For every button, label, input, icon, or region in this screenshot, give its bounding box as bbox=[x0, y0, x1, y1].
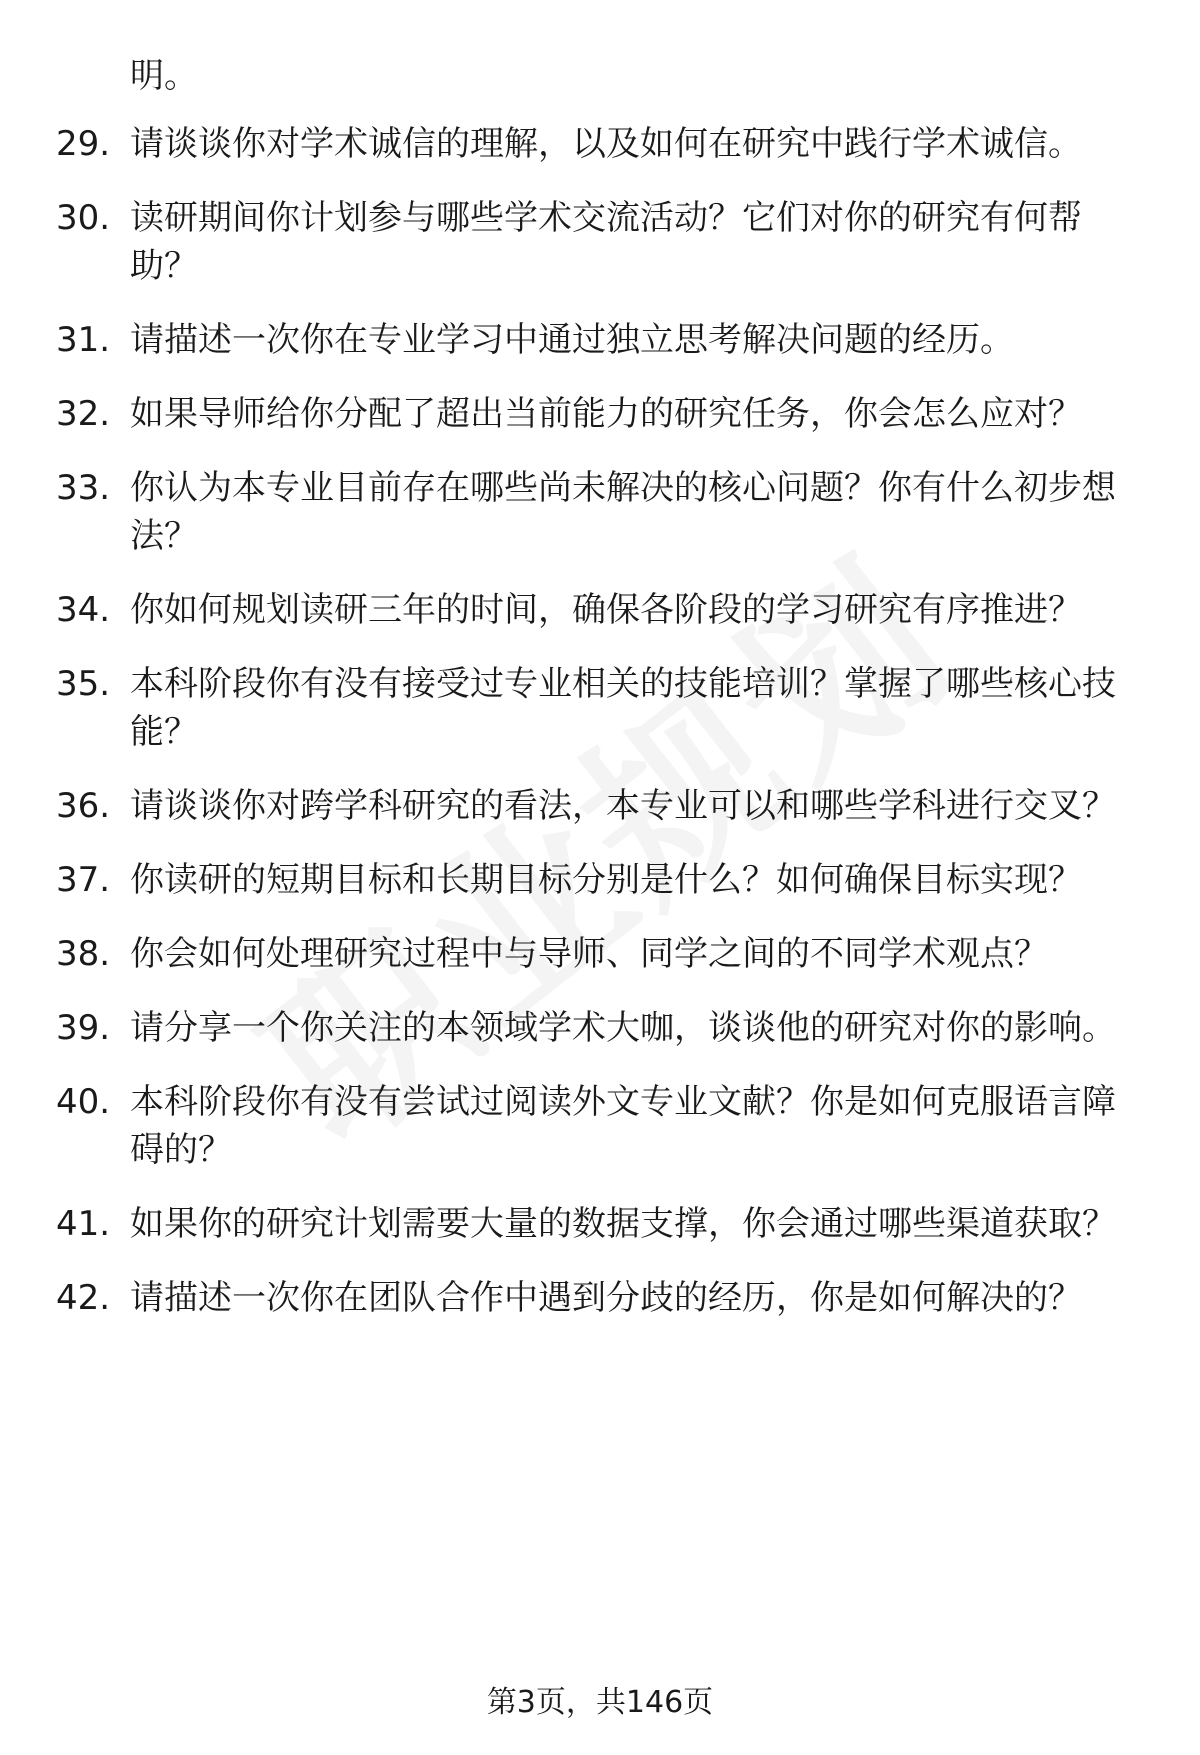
question-number: 32. bbox=[56, 394, 111, 434]
question-item bbox=[56, 1004, 1140, 1052]
question-item bbox=[56, 782, 1140, 830]
question-item bbox=[56, 464, 1140, 560]
question-number: 42. bbox=[56, 1278, 111, 1318]
question-text: 请谈谈你对学术诚信的理解，以及如何在研究中践行学术诚信。 bbox=[130, 124, 1082, 164]
continuation-text: 明。 bbox=[130, 56, 198, 96]
question-text: 读研期间你计划参与哪些学术交流活动？它们对你的研究有何帮助？ bbox=[130, 198, 1082, 286]
question-item bbox=[56, 194, 1140, 290]
question-text: 你会如何处理研究过程中与导师、同学之间的不同学术观点？ bbox=[130, 934, 1048, 974]
question-number: 31. bbox=[56, 320, 111, 360]
question-item bbox=[56, 660, 1140, 756]
question-text: 如果导师给你分配了超出当前能力的研究任务，你会怎么应对？ bbox=[130, 394, 1082, 434]
question-number: 37. bbox=[56, 860, 111, 900]
question-text: 本科阶段你有没有接受过专业相关的技能培训？掌握了哪些核心技能？ bbox=[130, 664, 1116, 752]
question-item bbox=[56, 390, 1140, 438]
question-item bbox=[56, 856, 1140, 904]
question-item bbox=[56, 1078, 1140, 1174]
question-number: 39. bbox=[56, 1008, 111, 1048]
question-number: 34. bbox=[56, 590, 111, 630]
question-text: 请谈谈你对跨学科研究的看法，本专业可以和哪些学科进行交叉？ bbox=[130, 786, 1116, 826]
question-text: 如果你的研究计划需要大量的数据支撑，你会通过哪些渠道获取？ bbox=[130, 1204, 1116, 1244]
question-number: 40. bbox=[56, 1082, 111, 1122]
question-item bbox=[56, 930, 1140, 978]
question-text: 请描述一次你在专业学习中通过独立思考解决问题的经历。 bbox=[130, 320, 1014, 360]
question-text: 请描述一次你在团队合作中遇到分歧的经历，你是如何解决的？ bbox=[130, 1278, 1082, 1318]
question-item bbox=[56, 316, 1140, 364]
question-item bbox=[56, 120, 1140, 168]
question-number: 36. bbox=[56, 786, 111, 826]
question-text: 本科阶段你有没有尝试过阅读外文专业文献？你是如何克服语言障碍的？ bbox=[130, 1082, 1116, 1170]
question-item bbox=[56, 1200, 1140, 1248]
page-footer bbox=[0, 1683, 1200, 1723]
question-item bbox=[56, 586, 1140, 634]
question-item bbox=[56, 1274, 1140, 1322]
question-number: 35. bbox=[56, 664, 111, 704]
question-text: 你认为本专业目前存在哪些尚未解决的核心问题？你有什么初步想法？ bbox=[130, 468, 1116, 556]
question-text: 你如何规划读研三年的时间，确保各阶段的学习研究有序推进？ bbox=[130, 590, 1082, 630]
question-number: 29. bbox=[56, 124, 111, 164]
question-number: 30. bbox=[56, 198, 111, 238]
question-text: 请分享一个你关注的本领域学术大咖，谈谈他的研究对你的影响。 bbox=[130, 1008, 1116, 1048]
question-number: 38. bbox=[56, 934, 111, 974]
question-number: 33. bbox=[56, 468, 111, 508]
question-number: 41. bbox=[56, 1204, 111, 1244]
question-text: 你读研的短期目标和长期目标分别是什么？如何确保目标实现？ bbox=[130, 860, 1082, 900]
page-number-label: 第3页，共146页 bbox=[486, 1685, 714, 1720]
question-list bbox=[56, 120, 1140, 1322]
